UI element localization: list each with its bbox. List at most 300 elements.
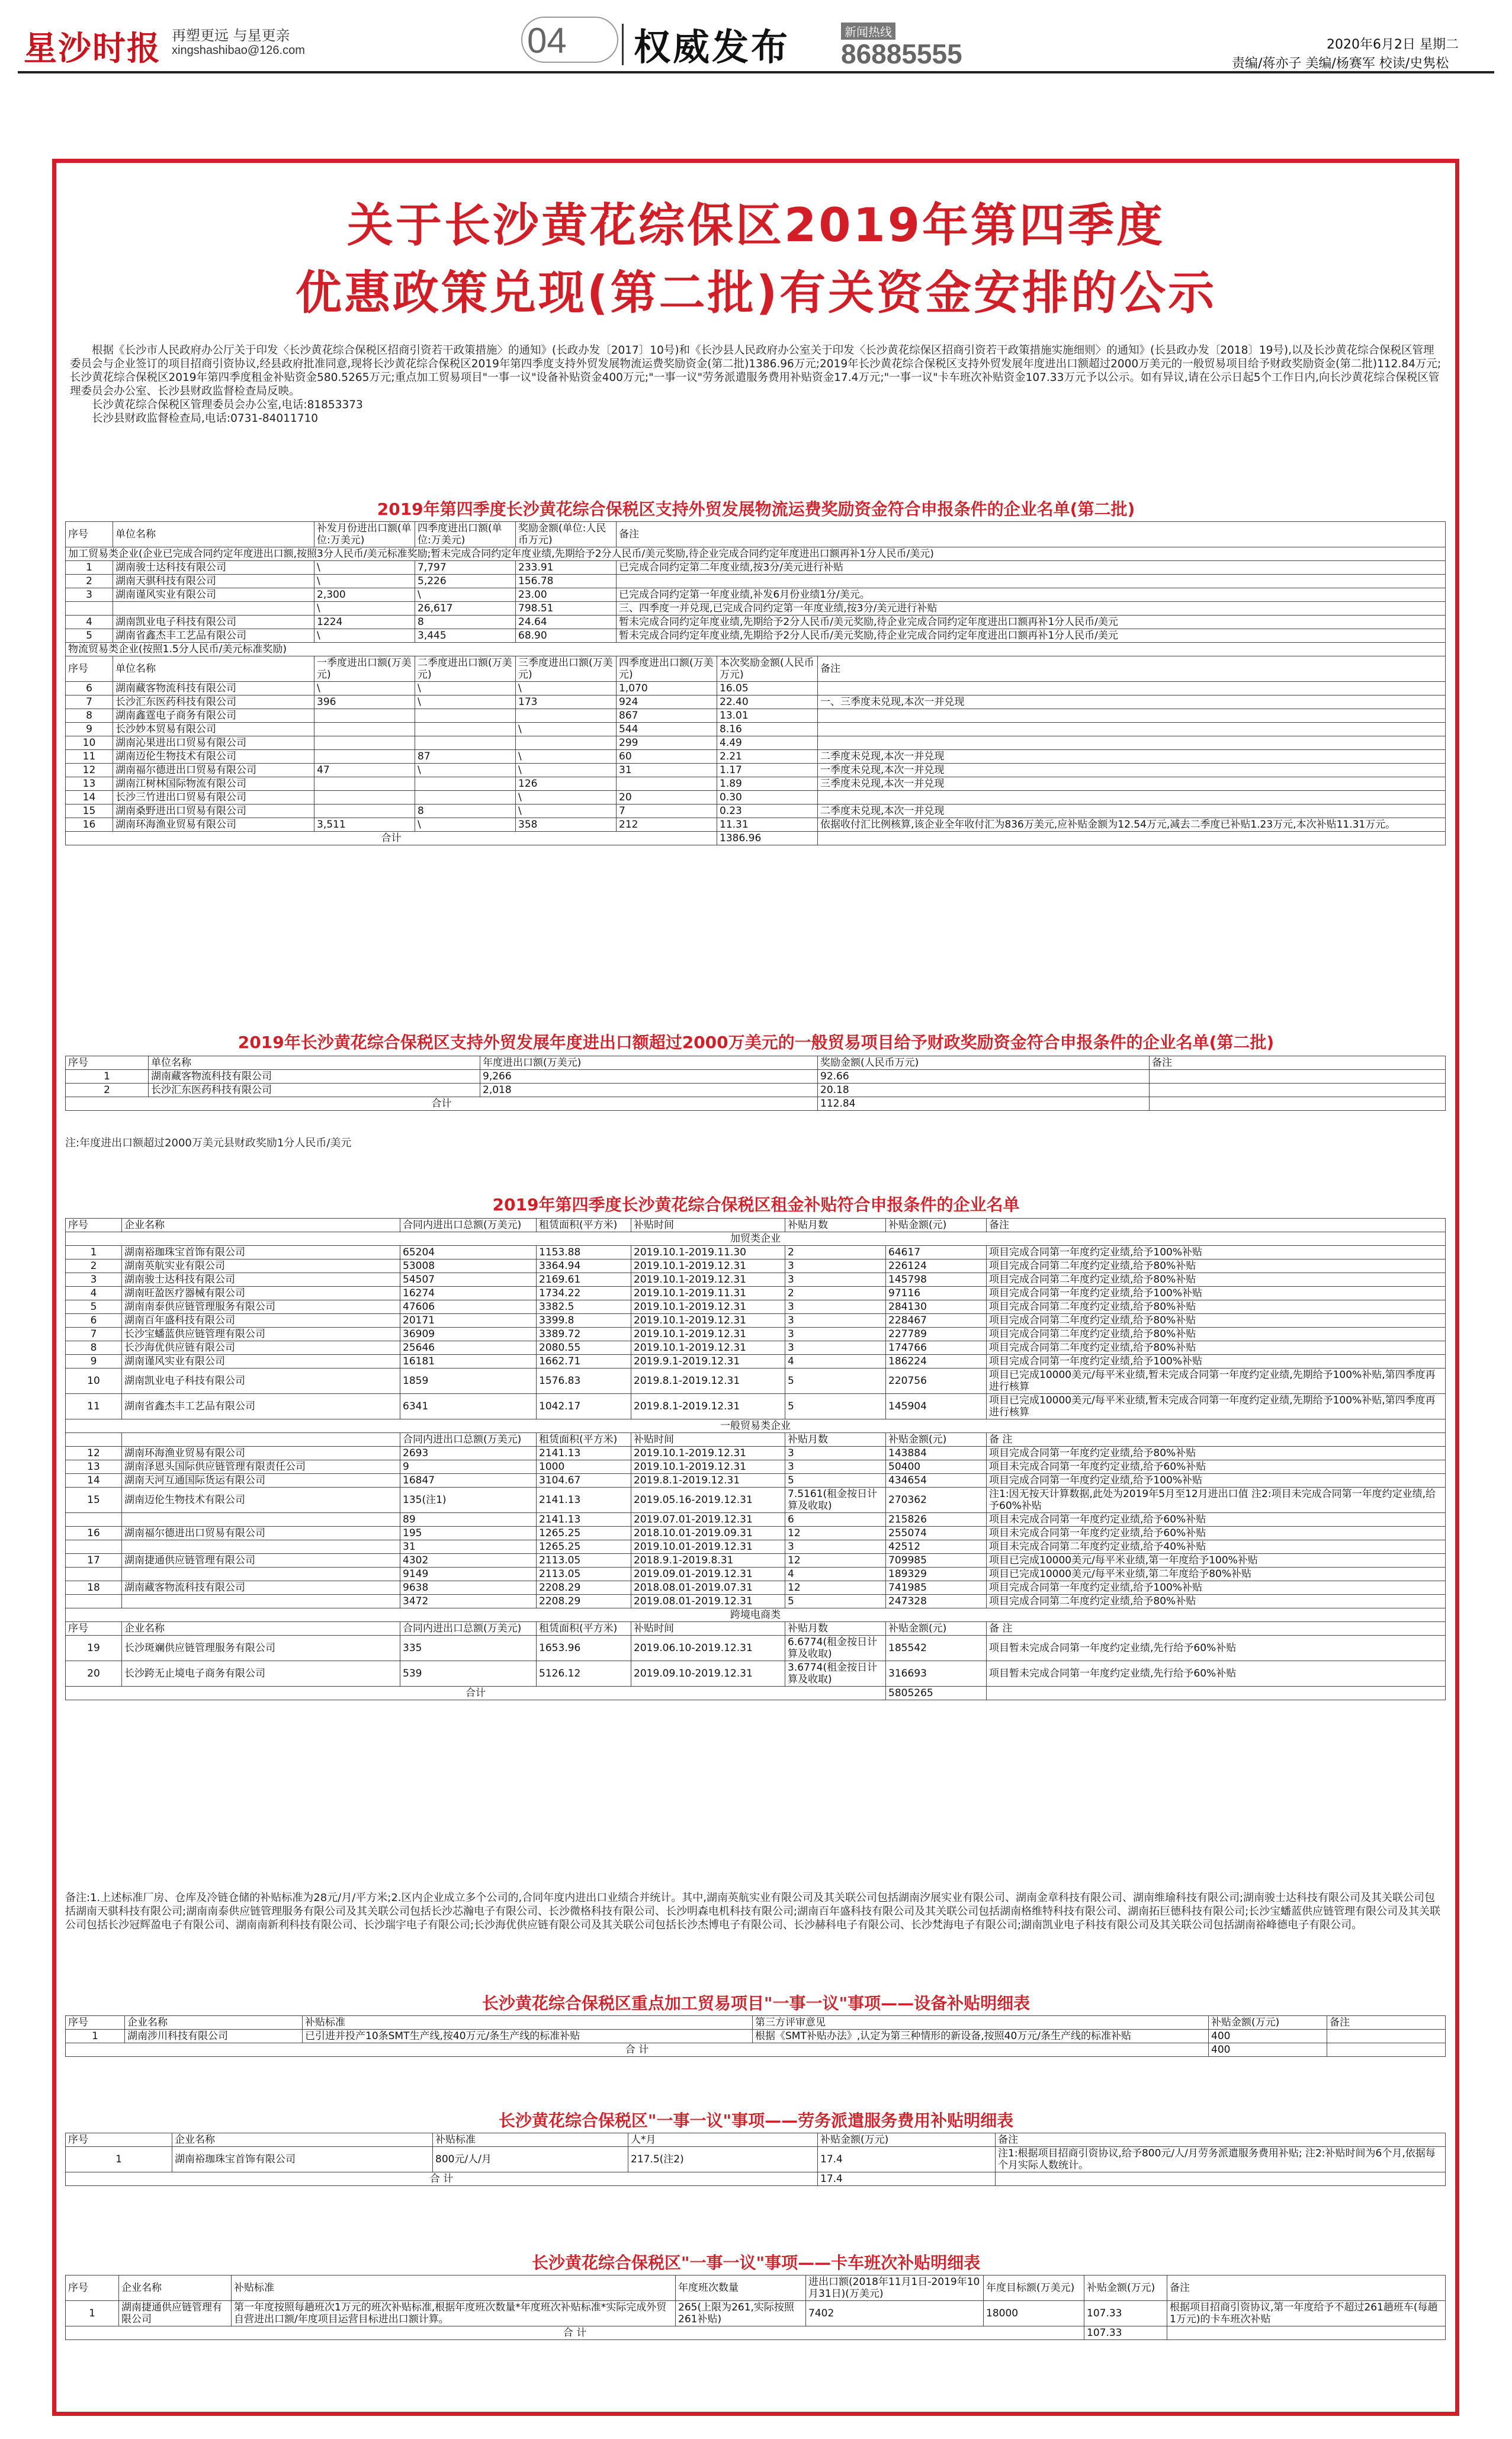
- table-cell: 186224: [886, 1355, 987, 1368]
- table-cell: \: [415, 682, 516, 696]
- table-cell: 二季度未兑现,本次一并兑现: [818, 805, 1446, 818]
- table-cell: 19: [66, 1636, 122, 1661]
- table-cell: 湖南迈伦生物技术有限公司: [122, 1488, 400, 1513]
- table-cell: 7402: [806, 2301, 984, 2326]
- column-header: 备注: [987, 1219, 1446, 1232]
- table-row: [66, 1273, 1446, 1287]
- table-cell: 3: [785, 1328, 886, 1341]
- table-cell: 1.17: [717, 764, 818, 777]
- table-cell: 16.05: [717, 682, 818, 696]
- table-cell: 项目完成合同第一年度约定业绩,给予100%补贴: [987, 1355, 1446, 1368]
- table-cell: 5: [785, 1474, 886, 1488]
- table-cell: 215826: [886, 1513, 987, 1527]
- table-cell: 2141.13: [537, 1513, 631, 1527]
- table-cell: 2019.8.1-2019.12.31: [631, 1368, 785, 1394]
- table-cell: [314, 791, 415, 805]
- table-cell: 已完成合同约定第一年度业绩,补发6月份业绩1分/美元。: [617, 588, 1446, 602]
- column-header: [122, 1433, 400, 1447]
- table-cell: 220756: [886, 1368, 987, 1394]
- table-cell: 14: [66, 1474, 122, 1488]
- column-header: 四季度进出口额(单位:万美元): [415, 522, 516, 547]
- table-cell: 1: [66, 561, 113, 575]
- table-cell: 湖南迈伦生物技术有限公司: [113, 750, 314, 764]
- table-cell: 5,226: [415, 575, 516, 588]
- table-cell: 湖南省鑫杰丰工艺品有限公司: [113, 629, 314, 643]
- column-header: 奖励金额(单位:人民币万元): [516, 522, 617, 547]
- table-cell: 1265.25: [537, 1527, 631, 1540]
- table-cell: [113, 602, 314, 616]
- table-cell: 4: [66, 616, 113, 629]
- column-header: 企业名称: [119, 2275, 232, 2301]
- table-row: [66, 764, 1446, 777]
- table-cell: 396: [314, 696, 415, 709]
- table-cell: [314, 723, 415, 736]
- column-header: 序号: [66, 1056, 149, 1070]
- table-cell: 174766: [886, 1341, 987, 1355]
- column-header: 单位名称: [149, 1056, 480, 1070]
- table6-title: 长沙黄花综合保税区"一事一议"事项——卡车班次补贴明细表: [531, 2253, 981, 2273]
- table-cell: 16: [66, 818, 113, 832]
- table-cell: [66, 1540, 122, 1554]
- table-cell: 135(注1): [400, 1488, 537, 1513]
- contact-line-1: 长沙黄花综合保税区管理委员会办公室,电话:81853373: [92, 399, 363, 411]
- table-cell: 湖南捷通供应链管理有限公司: [122, 1554, 400, 1568]
- column-header: 二季度进出口额(万美元): [415, 656, 516, 682]
- table-cell: 145798: [886, 1273, 987, 1287]
- table-cell: 2019.10.1-2019.12.31: [631, 1447, 785, 1460]
- column-header: 补贴金额(万元): [1084, 2275, 1167, 2301]
- table-row: [66, 723, 1446, 736]
- table-row: [66, 1568, 1446, 1581]
- table-cell: 2019.10.1-2019.11.31: [631, 1287, 785, 1300]
- table-cell: 25646: [400, 1341, 537, 1355]
- table-row: [66, 777, 1446, 791]
- table-cell: [122, 1568, 400, 1581]
- table-cell: 47: [314, 764, 415, 777]
- table-row: [66, 1540, 1446, 1554]
- table-cell: 18: [66, 1581, 122, 1595]
- table-header-row: [66, 1219, 1446, 1232]
- table-cell: 4302: [400, 1554, 537, 1568]
- column-header: 四季度进出口额(万美元): [617, 656, 717, 682]
- table-cell: 8.16: [717, 723, 818, 736]
- table-cell: [1150, 1070, 1446, 1084]
- table-cell: \: [314, 629, 415, 643]
- table-cell: 3364.94: [537, 1259, 631, 1273]
- table-cell: 1042.17: [537, 1394, 631, 1419]
- table-cell: [314, 709, 415, 723]
- table-cell: 0.23: [717, 805, 818, 818]
- table-cell: 1000: [537, 1460, 631, 1474]
- column-header: 序号: [66, 1219, 122, 1232]
- table-row: [66, 1488, 1446, 1513]
- table-cell: [314, 777, 415, 791]
- table-cell: 湖南凯业电子科技有限公司: [122, 1368, 400, 1394]
- table-cell: 2019.05.16-2019.12.31: [631, 1488, 785, 1513]
- table-cell: 11.31: [717, 818, 818, 832]
- hotline-label: 新闻热线: [841, 23, 895, 40]
- column-header: 企业名称: [125, 2016, 303, 2030]
- table-cell: 10: [66, 736, 113, 750]
- table-cell: 湖南天河互通国际货运有限公司: [122, 1474, 400, 1488]
- table-cell: 湖南南泰供应链管理服务有限公司: [122, 1300, 400, 1314]
- table-cell: 2019.08.01-2019.12.31: [631, 1595, 785, 1608]
- table-cell: 项目已完成10000美元/每平米业绩,暂未完成合同第一年度约定业绩,先期给予100%补贴,第四季度再进行核算: [987, 1394, 1446, 1419]
- table-cell: 2208.29: [537, 1595, 631, 1608]
- total-value: 17.4: [818, 2172, 996, 2186]
- column-header: 备注: [1167, 2275, 1446, 2301]
- column-header: 合同内进出口总额(万美元): [400, 1433, 537, 1447]
- column-header: 补贴金额(元): [886, 1622, 987, 1636]
- table-cell: [818, 682, 1446, 696]
- group-label: 一般贸易类企业: [66, 1419, 1446, 1433]
- table-cell: 项目完成合同第二年度约定业绩,给予80%补贴: [987, 1259, 1446, 1273]
- table-cell: 1: [66, 1246, 122, 1259]
- table-row: [66, 1287, 1446, 1300]
- table-cell: 3: [785, 1314, 886, 1328]
- table-cell: 2019.10.1-2019.12.31: [631, 1341, 785, 1355]
- table-cell: 2018.10.01-2019.09.31: [631, 1527, 785, 1540]
- table-cell: 2: [66, 1084, 149, 1097]
- table-cell: 1,070: [617, 682, 717, 696]
- table-cell: 12: [785, 1527, 886, 1540]
- table-cell: 项目完成合同第二年度约定业绩,给予80%补贴: [987, 1314, 1446, 1328]
- table-cell: 227789: [886, 1328, 987, 1341]
- table-cell: 项目未完成合同第一年度约定业绩,给予60%补贴: [987, 1460, 1446, 1474]
- table-cell: 233.91: [516, 561, 617, 575]
- column-header: 补贴时间: [631, 1622, 785, 1636]
- table-row: [66, 1595, 1446, 1608]
- table-cell: 13.01: [717, 709, 818, 723]
- table-cell: 143884: [886, 1447, 987, 1460]
- table-row: [66, 2030, 1446, 2043]
- table-cell: 3: [785, 1540, 886, 1554]
- table-cell: 1859: [400, 1368, 537, 1394]
- table-cell: 长沙妙本贸易有限公司: [113, 723, 314, 736]
- table-cell: 二季度未兑现,本次一并兑现: [818, 750, 1446, 764]
- table5-labor-subsidy: [65, 2133, 1446, 2186]
- table-cell: 9: [66, 1355, 122, 1368]
- group-row: [66, 547, 1446, 561]
- table-cell: [617, 777, 717, 791]
- table-cell: 2019.10.1-2019.12.31: [631, 1314, 785, 1328]
- table-cell: 项目完成合同第二年度约定业绩,给予80%补贴: [987, 1273, 1446, 1287]
- table-cell: 9: [400, 1460, 537, 1474]
- total-row: [66, 2172, 1446, 2186]
- total-value: 5805265: [886, 1687, 987, 1700]
- table-cell: 13: [66, 1460, 122, 1474]
- table-cell: 湖南百年盛科技有限公司: [122, 1314, 400, 1328]
- table3-note: 备注:1.上述标准厂房、仓库及冷链仓储的补贴标准为28元/月/平方米;2.区内企业成立多个公司的,合同年度内进出口业绩合并统计。其中,湖南英航实业有限公司及其关联公司包括湖南汐展实业有限公司、湖南金章科技有限公司、湖南维瑜科技有限公司;湖南骏士达科技有限公司及其关联公司包括湖南天骐科技有限公司;湖南南泰供应链管理服务有限公司及其关联公司包括长沙芯瀚电子有限公司、长沙微格科技有限公司、长沙明森电机科技有限公司;湖南百年盛科技有限公司及其关联公司包括湖南格维特科技有限公司、湖南拓巨德科技有限公司;长沙宝蟠蓝供应链管理有限公司及其关联公司包括长沙冠辉盈电子有限公司、湖南南新利科技有限公司、长沙瑞宇电子有限公司;长沙海优供应链有限公司及其关联公司包括长沙杰博电子有限公司、长沙赫科电子有限公司、长沙梵海电子有限公司;湖南凯业电子科技有限公司及其关联公司包括湖南裕峰德电子有限公司。: [65, 1892, 1441, 1931]
- table-cell: 145904: [886, 1394, 987, 1419]
- column-header: 租赁面积(平方米): [537, 1433, 631, 1447]
- table-header-row: [66, 1056, 1446, 1070]
- table-cell: 项目完成合同第二年度约定业绩,给予80%补贴: [987, 1300, 1446, 1314]
- column-header: 序号: [66, 1622, 122, 1636]
- table-cell: 项目完成合同第一年度约定业绩,给予100%补贴: [987, 1287, 1446, 1300]
- column-header: 补贴金额(万元): [818, 2133, 996, 2147]
- table-cell: 1653.96: [537, 1636, 631, 1661]
- column-header: 补贴时间: [631, 1219, 785, 1232]
- empty-cell: [818, 832, 1446, 845]
- table-cell: 97116: [886, 1287, 987, 1300]
- table-row: [66, 1447, 1446, 1460]
- header-rule: [18, 71, 1494, 73]
- editors-credit: 责编/蒋亦子 美编/杨赛军 校读/史隽松: [1232, 56, 1449, 71]
- total-value: 1386.96: [717, 832, 818, 845]
- table-cell: 64617: [886, 1246, 987, 1259]
- table-cell: 3: [785, 1259, 886, 1273]
- table-cell: \: [516, 791, 617, 805]
- table-cell: 1: [66, 1070, 149, 1084]
- table-row: [66, 629, 1446, 643]
- column-header: 年度班次数量: [676, 2275, 806, 2301]
- table-cell: 11: [66, 1394, 122, 1419]
- table-cell: 17.4: [818, 2147, 996, 2172]
- table-row: [66, 805, 1446, 818]
- table-row: [66, 709, 1446, 723]
- table-cell: [415, 736, 516, 750]
- table-cell: 湖南捷通供应链管理有限公司: [119, 2301, 232, 2326]
- table-cell: 299: [617, 736, 717, 750]
- table-cell: 1.89: [717, 777, 818, 791]
- table-cell: [415, 723, 516, 736]
- table-header-row: [66, 1433, 1446, 1447]
- table-cell: 已引进并投产10条SMT生产线,按40万元/条生产线的标准补贴: [303, 2030, 753, 2043]
- column-header: 备注: [818, 656, 1446, 682]
- table-cell: 1: [66, 2030, 125, 2043]
- table-cell: 1576.83: [537, 1368, 631, 1394]
- table-cell: 2,018: [480, 1084, 818, 1097]
- table-row: [66, 1246, 1446, 1259]
- table-cell: 1153.88: [537, 1246, 631, 1259]
- table-cell: [66, 1595, 122, 1608]
- table-cell: 一季度未兑现,本次一并兑现: [818, 764, 1446, 777]
- empty-cell: [996, 2172, 1446, 2186]
- table-row: [66, 750, 1446, 764]
- table-cell: \: [415, 588, 516, 602]
- table-cell: 湖南鑫霆电子商务有限公司: [113, 709, 314, 723]
- table-cell: 2019.10.1-2019.12.31: [631, 1328, 785, 1341]
- table-row: [66, 1070, 1446, 1084]
- table2-title: 2019年长沙黄花综合保税区支持外贸发展年度进出口额超过2000万美元的一般贸易项目给予财政奖励资金符合申报条件的企业名单(第二批): [237, 1033, 1275, 1052]
- table-cell: 6341: [400, 1394, 537, 1419]
- column-header: 补贴标准: [303, 2016, 753, 2030]
- table-cell: 9: [66, 723, 113, 736]
- table-cell: 2: [66, 1259, 122, 1273]
- table-cell: 400: [1209, 2030, 1327, 2043]
- table-cell: [122, 1540, 400, 1554]
- table-cell: 湖南环海渔业贸易有限公司: [113, 818, 314, 832]
- table-cell: 长沙汇东医药科技有限公司: [149, 1084, 480, 1097]
- table-cell: 2019.10.1-2019.11.30: [631, 1246, 785, 1259]
- table-cell: [818, 709, 1446, 723]
- table-cell: 2,300: [314, 588, 415, 602]
- table-cell: 798.51: [516, 602, 617, 616]
- table-cell: 湖南旺盈医疗器械有限公司: [122, 1287, 400, 1300]
- column-header: 备注: [996, 2133, 1446, 2147]
- empty-cell: [1167, 2326, 1446, 2340]
- table-row: [66, 602, 1446, 616]
- table2-trade-award: [65, 1056, 1446, 1111]
- table-cell: 2019.10.01-2019.12.31: [631, 1540, 785, 1554]
- column-header: 备 注: [987, 1433, 1446, 1447]
- table-cell: 长沙三竹进出口贸易有限公司: [113, 791, 314, 805]
- column-header: 人*月: [628, 2133, 818, 2147]
- table-cell: 三季度未兑现,本次一并兑现: [818, 777, 1446, 791]
- column-header: 备 注: [987, 1622, 1446, 1636]
- table-cell: 2019.10.1-2019.12.31: [631, 1273, 785, 1287]
- table-cell: \: [415, 764, 516, 777]
- newspaper-email[interactable]: xingshashibao@126.com: [172, 44, 305, 57]
- table-row: [66, 1661, 1446, 1687]
- table-cell: [415, 777, 516, 791]
- group-label: 跨境电商类: [66, 1608, 1446, 1622]
- table-row: [66, 588, 1446, 602]
- table-cell: 5: [785, 1595, 886, 1608]
- table-cell: 16: [66, 1527, 122, 1540]
- table-cell: [122, 1595, 400, 1608]
- table-cell: 185542: [886, 1636, 987, 1661]
- table-cell: 867: [617, 709, 717, 723]
- table-cell: 87: [415, 750, 516, 764]
- table-cell: 5: [66, 1300, 122, 1314]
- table-cell: 1224: [314, 616, 415, 629]
- table-cell: 1734.22: [537, 1287, 631, 1300]
- table-cell: 2018.9.1-2019.8.31: [631, 1554, 785, 1568]
- table-cell: 6: [66, 682, 113, 696]
- table-cell: 226124: [886, 1259, 987, 1273]
- table-row: [66, 1259, 1446, 1273]
- table-cell: 15: [66, 805, 113, 818]
- table-row: [66, 696, 1446, 709]
- table-cell: 4: [66, 1287, 122, 1300]
- table-row: [66, 818, 1446, 832]
- table-cell: [1327, 2030, 1446, 2043]
- table-cell: 800元/人/月: [433, 2147, 628, 2172]
- table-cell: 项目完成合同第二年度约定业绩,给予80%补贴: [987, 1341, 1446, 1355]
- table-row: [66, 2147, 1446, 2172]
- table-cell: 长沙宝蟠蓝供应链管理有限公司: [122, 1328, 400, 1341]
- table-cell: [818, 736, 1446, 750]
- table-cell: 20171: [400, 1314, 537, 1328]
- column-header: 进出口额(2018年11月1日-2019年10月31日)(万美元): [806, 2275, 984, 2301]
- table-cell: 2019.09.01-2019.12.31: [631, 1568, 785, 1581]
- table-cell: 长沙跨无止境电子商务有限公司: [122, 1661, 400, 1687]
- table-cell: 7: [66, 1328, 122, 1341]
- table-cell: 湖南骏士达科技有限公司: [122, 1273, 400, 1287]
- table-cell: 2019.10.1-2019.12.31: [631, 1259, 785, 1273]
- column-header: 补贴标准: [232, 2275, 676, 2301]
- table-cell: 湖南涉川科技有限公司: [125, 2030, 303, 2043]
- column-header: 奖励金额(人民币万元): [818, 1056, 1150, 1070]
- table-cell: \: [314, 682, 415, 696]
- column-header: 企业名称: [172, 2133, 433, 2147]
- newspaper-logo: 星沙时报: [24, 29, 161, 68]
- table-cell: 18000: [984, 2301, 1084, 2326]
- table-cell: 217.5(注2): [628, 2147, 818, 2172]
- table-cell: 265(上限为261,实际按照261补贴): [676, 2301, 806, 2326]
- column-header: [66, 1433, 122, 1447]
- table-cell: 14: [66, 791, 113, 805]
- table-cell: 3104.67: [537, 1474, 631, 1488]
- table5-title: 长沙黄花综合保税区"一事一议"事项——劳务派遣服务费用补贴明细表: [498, 2111, 1014, 2130]
- column-header: 补贴时间: [631, 1433, 785, 1447]
- page-number: 04: [527, 21, 567, 60]
- total-row: [66, 2326, 1446, 2340]
- column-header: 租赁面积(平方米): [537, 1622, 631, 1636]
- table-cell: 湖南藏客物流科技有限公司: [149, 1070, 480, 1084]
- total-value: 107.33: [1084, 2326, 1167, 2340]
- table-cell: 2019.10.1-2019.12.31: [631, 1460, 785, 1474]
- table-cell: 924: [617, 696, 717, 709]
- table-cell: 湖南省鑫杰丰工艺品有限公司: [122, 1394, 400, 1419]
- table3-title: 2019年第四季度长沙黄花综合保税区租金补贴符合申报条件的企业名单: [492, 1195, 1020, 1214]
- table-cell: [66, 602, 113, 616]
- table-cell: 31: [400, 1540, 537, 1554]
- table-cell: [617, 575, 1446, 588]
- column-header: 一季度进出口额(万美元): [314, 656, 415, 682]
- table-cell: 2.21: [717, 750, 818, 764]
- table-cell: [314, 805, 415, 818]
- table-row: [66, 1368, 1446, 1394]
- table-cell: \: [516, 682, 617, 696]
- table-cell: \: [516, 750, 617, 764]
- table-cell: \: [415, 696, 516, 709]
- table-row: [66, 1474, 1446, 1488]
- table-row: [66, 1328, 1446, 1341]
- table-cell: 4: [785, 1355, 886, 1368]
- table-cell: [415, 709, 516, 723]
- table-cell: 湖南环海渔业贸易有限公司: [122, 1447, 400, 1460]
- table-row: [66, 1300, 1446, 1314]
- column-header: 第三方评审意见: [753, 2016, 1209, 2030]
- table-cell: 3: [785, 1341, 886, 1355]
- total-label: 合计: [66, 1687, 886, 1700]
- table-row: [66, 1314, 1446, 1328]
- table-cell: 项目暂未完成合同第一年度约定业绩,先行给予60%补贴: [987, 1636, 1446, 1661]
- table-cell: 湖南泽恩头国际供应链管理有限责任公司: [122, 1460, 400, 1474]
- table-cell: 6: [785, 1513, 886, 1527]
- table-cell: \: [516, 764, 617, 777]
- table-cell: 9,266: [480, 1070, 818, 1084]
- table-cell: 2: [66, 575, 113, 588]
- table-cell: 12: [785, 1554, 886, 1568]
- table-cell: 23.00: [516, 588, 617, 602]
- table-cell: 1662.71: [537, 1355, 631, 1368]
- section-title: 权威发布: [634, 25, 791, 69]
- table-cell: 湖南骏士达科技有限公司: [113, 561, 314, 575]
- table3-rent-subsidy: [65, 1218, 1446, 1700]
- table-cell: 16274: [400, 1287, 537, 1300]
- table-cell: [1150, 1084, 1446, 1097]
- column-header: 合同内进出口总额(万美元): [400, 1622, 537, 1636]
- table-cell: 6.6774(租金按日计算及收取): [785, 1636, 886, 1661]
- group-label: 物流贸易类企业(按照1.5分人民币/美元标准奖励): [66, 643, 1446, 656]
- column-header: 单位名称: [113, 656, 314, 682]
- table-cell: 湖南裕珈珠宝首饰有限公司: [172, 2147, 433, 2172]
- table-cell: 22.40: [717, 696, 818, 709]
- column-header: 单位名称: [113, 522, 314, 547]
- table-row: [66, 575, 1446, 588]
- table-cell: 0.30: [717, 791, 818, 805]
- table-cell: 2019.10.1-2019.12.31: [631, 1300, 785, 1314]
- table-cell: 7: [617, 805, 717, 818]
- table-cell: 2693: [400, 1447, 537, 1460]
- table-header-row: [66, 2275, 1446, 2301]
- table-cell: 284130: [886, 1300, 987, 1314]
- table-cell: 2019.8.1-2019.12.31: [631, 1394, 785, 1419]
